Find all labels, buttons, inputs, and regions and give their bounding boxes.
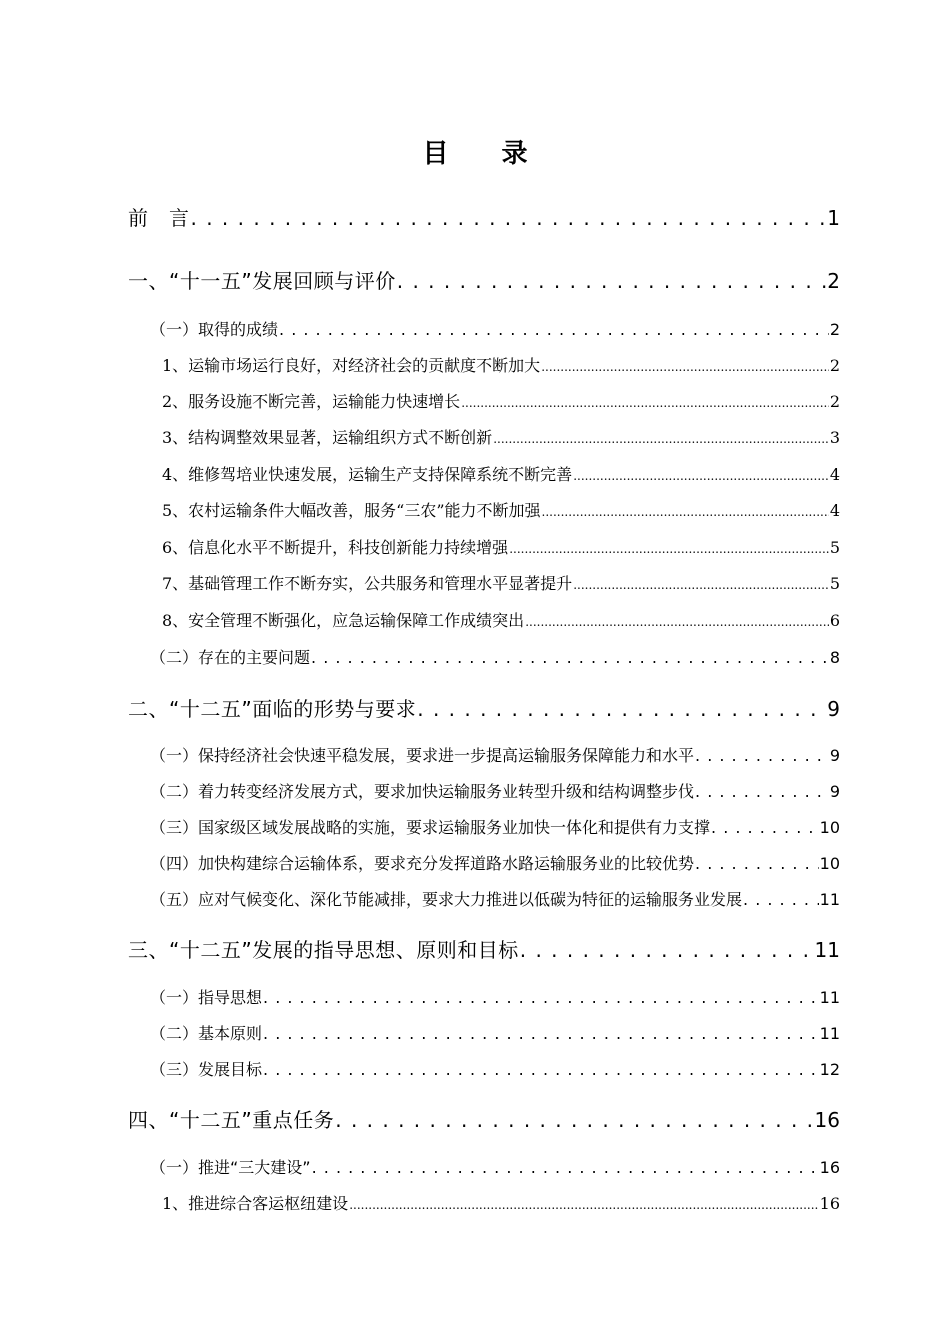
toc-page-number: 3 (829, 428, 840, 447)
toc-entry-preface[interactable] (128, 202, 840, 231)
dot-leader (461, 392, 829, 411)
dot-leader (397, 269, 827, 293)
toc-title: 目 录 (422, 139, 550, 169)
toc-page-number: 2 (829, 356, 840, 375)
toc-page-number: 9 (829, 746, 840, 765)
dot-leader (695, 746, 829, 765)
toc-entry-section-2-4[interactable] (150, 851, 840, 874)
toc-entry-chapter-2[interactable] (128, 693, 840, 722)
toc-entry-label: （一）推进“三大建设” (150, 1158, 311, 1177)
toc-page-number: 8 (829, 648, 840, 667)
toc-page-number: 11 (819, 890, 840, 909)
toc-entry-item[interactable] (162, 462, 840, 485)
dot-leader (573, 574, 829, 593)
dot-leader (279, 320, 829, 339)
toc-entry-label: 三、“十二五”发展的指导思想、原则和目标 (128, 938, 519, 962)
toc-entry-section-3-2[interactable] (150, 1021, 840, 1044)
toc-entry-label: （四）加快构建综合运输体系，要求充分发挥道路水路运输服务业的比较优势 (150, 854, 695, 873)
toc-entry-item[interactable] (162, 535, 840, 558)
dot-leader (417, 697, 826, 721)
toc-page-number: 9 (827, 697, 840, 721)
dot-leader (263, 1060, 819, 1079)
toc-entry-label: 一、“十一五”发展回顾与评价 (128, 269, 396, 293)
toc-entry-label: （一）取得的成绩 (150, 320, 279, 339)
toc-page-number: 5 (829, 574, 840, 593)
dot-leader (335, 1108, 813, 1132)
toc-entry-label: 6、信息化水平不断提升，科技创新能力持续增强 (162, 538, 509, 557)
toc-entry-label: 2、服务设施不断完善，运输能力快速增长 (162, 392, 461, 411)
toc-entry-item[interactable] (162, 425, 840, 448)
toc-entry-label: 4、维修驾培业快速发展，运输生产支持保障系统不断完善 (162, 465, 573, 484)
toc-entry-label: 8、安全管理不断强化，应急运输保障工作成绩突出 (162, 611, 525, 630)
toc-page-number: 10 (819, 818, 840, 837)
toc-page-number: 11 (814, 938, 840, 962)
toc-page-number: 5 (829, 538, 840, 557)
dot-leader (695, 854, 819, 873)
dot-leader (743, 890, 819, 909)
toc-page-number: 2 (827, 269, 840, 293)
toc-entry-section-2-3[interactable] (150, 815, 840, 838)
toc-entry-label: 前 言 (128, 206, 190, 230)
toc-entry-label: 二、“十二五”面临的形势与要求 (128, 697, 417, 721)
dot-leader (525, 611, 829, 630)
toc-entry-section-1-2[interactable] (150, 645, 840, 668)
toc-page-number: 9 (829, 782, 840, 801)
toc-entry-section-2-1[interactable] (150, 743, 840, 766)
toc-entry-label: 3、结构调整效果显著，运输组织方式不断创新 (162, 428, 493, 447)
dot-leader (541, 356, 829, 375)
dot-leader (311, 648, 829, 667)
toc-entry-label: （三）发展目标 (150, 1060, 263, 1079)
dot-leader (191, 206, 827, 230)
toc-page-number: 11 (819, 1024, 840, 1043)
dot-leader (711, 818, 819, 837)
toc-entry-label: （二）着力转变经济发展方式，要求加快运输服务业转型升级和结构调整步伐 (150, 782, 695, 801)
toc-entry-section-1-1[interactable] (150, 317, 840, 340)
toc-page-number: 16 (814, 1108, 840, 1132)
dot-leader (573, 465, 829, 484)
toc-entry-item[interactable] (162, 353, 840, 376)
toc-page-number: 16 (819, 1194, 840, 1213)
toc-page-number: 4 (829, 501, 840, 520)
toc-entry-label: （三）国家级区域发展战略的实施，要求运输服务业加快一体化和提供有力支撑 (150, 818, 711, 837)
toc-entry-chapter-1[interactable] (128, 265, 840, 294)
toc-entry-section-3-3[interactable] (150, 1057, 840, 1080)
dot-leader (493, 428, 829, 447)
toc-page-number: 16 (819, 1158, 840, 1177)
toc-page-number: 10 (819, 854, 840, 873)
toc-entry-section-2-5[interactable] (150, 887, 840, 910)
dot-leader (312, 1158, 819, 1177)
dot-leader (509, 538, 829, 557)
toc-entry-section-4-1[interactable] (150, 1155, 840, 1178)
toc-entry-item[interactable] (162, 571, 840, 594)
toc-entry-label: 四、“十二五”重点任务 (128, 1108, 335, 1132)
dot-leader (695, 782, 829, 801)
toc-entry-label: （二）基本原则 (150, 1024, 263, 1043)
toc-entry-label: （二）存在的主要问题 (150, 648, 311, 667)
toc-entry-chapter-4[interactable] (128, 1104, 840, 1133)
toc-entry-item[interactable] (162, 498, 840, 521)
toc-page-number: 12 (819, 1060, 840, 1079)
toc-entry-label: 1、运输市场运行良好，对经济社会的贡献度不断加大 (162, 356, 541, 375)
toc-entry-item[interactable] (162, 1191, 840, 1214)
toc-entry-label: （一）指导思想 (150, 988, 263, 1007)
toc-entry-chapter-3[interactable] (128, 934, 840, 963)
toc-entry-item[interactable] (162, 389, 840, 412)
toc-entry-label: 5、农村运输条件大幅改善，服务“三农”能力不断加强 (162, 501, 541, 520)
toc-page-number: 11 (819, 988, 840, 1007)
toc-entry-section-2-2[interactable] (150, 779, 840, 802)
toc-page-number: 2 (829, 320, 840, 339)
toc-entry-label: 7、基础管理工作不断夯实，公共服务和管理水平显著提升 (162, 574, 573, 593)
toc-page-number: 6 (829, 611, 840, 630)
toc-page-number: 2 (829, 392, 840, 411)
toc-entry-label: （一）保持经济社会快速平稳发展，要求进一步提高运输服务保障能力和水平 (150, 746, 695, 765)
dot-leader (349, 1194, 818, 1213)
dot-leader (263, 988, 819, 1007)
dot-leader (263, 1024, 819, 1043)
dot-leader (542, 501, 829, 520)
toc-entry-label: 1、推进综合客运枢纽建设 (162, 1194, 349, 1213)
dot-leader (520, 938, 814, 962)
toc-entry-section-3-1[interactable] (150, 985, 840, 1008)
toc-page-number: 4 (829, 465, 840, 484)
toc-entry-label: （五）应对气候变化、深化节能减排，要求大力推进以低碳为特征的运输服务业发展 (150, 890, 743, 909)
toc-page-number: 1 (827, 206, 840, 230)
toc-entry-item[interactable] (162, 608, 840, 631)
